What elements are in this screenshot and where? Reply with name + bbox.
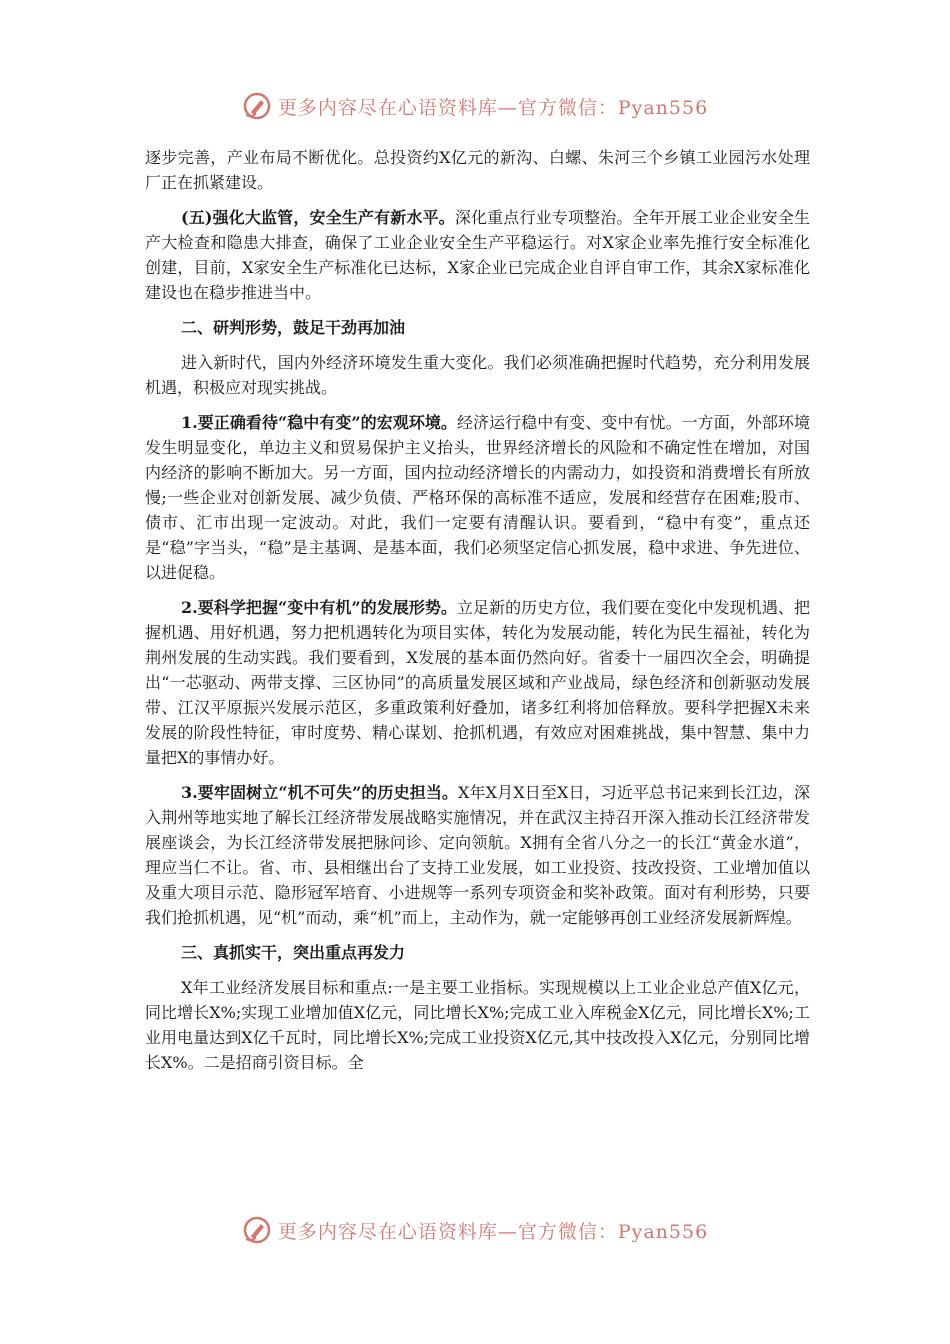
paragraph-body: 经济运行稳中有变、变中有忧。一方面，外部环境发生明显变化，单边主义和贸易保护主义抬头，世界经济增长的风险和不确定性在增加，对国内经济的影响不断加大。另一方面，国内拉动经济增长的内需动力，如投资和消费增长有所放慢;一些企业对创新发展、减少负债、严格环保的高标准不适应，发展和经营存在困难;股市、债市、汇市出现一定波动。对此，我们一定要有清醒认识。要看到，“稳中有变”，重点还是“稳”字当头，“稳”是主基调、是基本面，我们必须坚定信心抓发展，稳中求进、争先进位、以进促稳。 (145, 413, 810, 582)
paragraph-safety (145, 205, 810, 305)
paragraph-lead: 2.要科学把握“变中有机”的发展形势。 (181, 598, 457, 617)
paragraph-goals: X年工业经济发展目标和重点:一是主要工业指标。实现规模以上工业企业总产值X亿元，同比增长X%;实现工业增加值X亿元，同比增长X%;完成工业入库税金X亿元，同比增长X%;工业用电量达到X亿千瓦时，同比增长X%;完成工业投资X亿元,其中技改投入X亿元，分别同比增长X%。二是招商引资目标。全 (145, 978, 810, 1072)
paragraph-point-1 (145, 410, 810, 585)
footer-watermark (0, 1210, 950, 1250)
paragraph-body: 深化重点行业专项整治。全年开展工业企业安全生产大检查和隐患大排查，确保了工业企业安全生产平稳运行。对X家企业率先推行安全标准化创建，目前，X家安全生产标准化已达标，X家企业已完成企业自评自审工作，其余X家标准化建设也在稳步推进当中。 (145, 208, 810, 302)
header-watermark (0, 86, 950, 126)
pen-circle-icon (242, 1215, 272, 1245)
document-body (145, 145, 810, 1075)
paragraph-lead: (五)强化大监管，安全生产有新水平。 (181, 208, 455, 227)
pen-circle-icon (242, 91, 272, 121)
paragraph-lead: 1.要正确看待“稳中有变”的宏观环境。 (181, 413, 457, 432)
paragraph-continued: 逐步完善，产业布局不断优化。总投资约X亿元的新沟、白螺、朱河三个乡镇工业园污水处理厂正在抓紧建设。 (145, 148, 810, 192)
section-heading-3: 三、真抓实干，突出重点再发力 (181, 943, 406, 962)
section-heading-2: 二、研判形势，鼓足干劲再加油 (181, 318, 406, 337)
paragraph-point-2 (145, 595, 810, 770)
paragraph-point-3 (145, 780, 810, 930)
paragraph-body: 立足新的历史方位，我们要在变化中发现机遇、把握机遇、用好机遇，努力把机遇转化为项目实体，转化为发展动能，转化为民生福祉，转化为荆州发展的生动实践。我们要看到，X发展的基本面仍然向好。省委十一届四次全会，明确提出“一芯驱动、两带支撑、三区协同”的高质量发展区域和产业战局，绿色经济和创新驱动发展带、江汉平原振兴发展示范区，多重政策利好叠加，诸多红利将加倍释放。要科学把握X未来发展的阶段性特征，审时度势、精心谋划、抢抓机遇，有效应对困难挑战，集中智慧、集中力量把X的事情办好。 (145, 598, 810, 767)
watermark-text: 更多内容尽在心语资料库—官方微信：Pyan556 (277, 96, 709, 119)
watermark-text: 更多内容尽在心语资料库—官方微信：Pyan556 (277, 1220, 709, 1243)
paragraph-intro: 进入新时代，国内外经济环境发生重大变化。我们必须准确把握时代趋势，充分利用发展机遇，积极应对现实挑战。 (145, 353, 810, 397)
paragraph-body: X年X月X日至X日，习近平总书记来到长江边，深入荆州等地实地了解长江经济带发展战略实施情况，并在武汉主持召开深入推动长江经济带发展座谈会，为长江经济带发展把脉问诊、定向领航。X拥有全省八分之一的长江“黄金水道”，理应当仁不让。省、市、县相继出台了支持工业发展，如工业投资、技改投资、工业增加值以及重大项目示范、隐形冠军培育、小进规等一系列专项资金和奖补政策。面对有利形势，只要我们抢抓机遇，见“机”而动，乘“机”而上，主动作为，就一定能够再创工业经济发展新辉煌。 (145, 783, 810, 927)
paragraph-lead: 3.要牢固树立“机不可失”的历史担当。 (181, 783, 459, 802)
